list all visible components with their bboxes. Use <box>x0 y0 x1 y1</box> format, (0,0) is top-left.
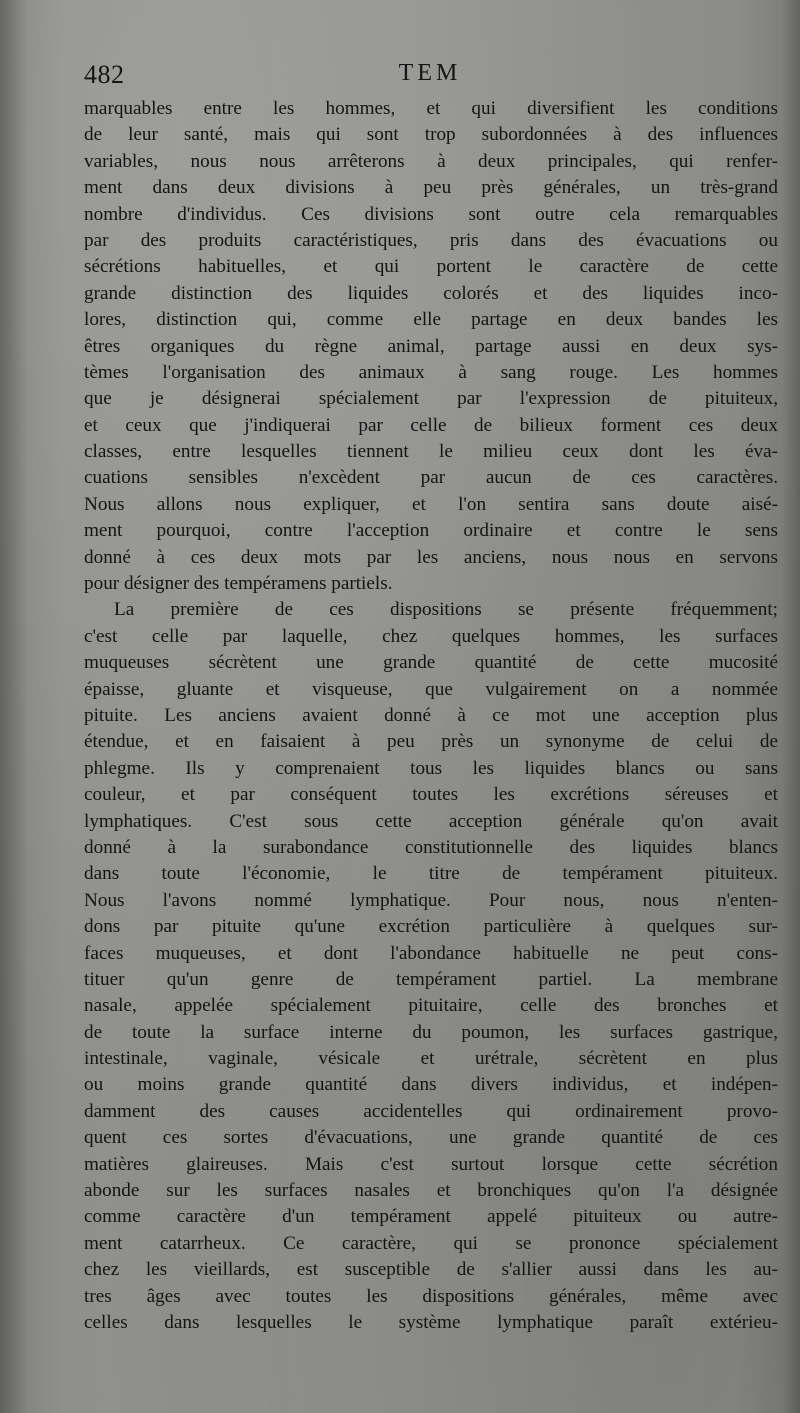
text-line: tituer qu'un genre de tempérament partiel. La membrane <box>84 968 778 990</box>
text-line: et ceux que j'indiquerai par celle de bilieux forment ces deux <box>84 414 778 436</box>
page-number: 482 <box>84 60 125 89</box>
text-line: que je désignerai spécialement par l'expression de pituiteux, <box>84 388 778 410</box>
paragraph-end-line: pour désigner des tempéramens partiels. <box>84 573 393 595</box>
text-line: c'est celle par laquelle, chez quelques hommes, les surfaces <box>84 625 778 647</box>
body-text <box>84 96 778 1336</box>
text-line: comme caractère d'un tempérament appelé pituiteux ou autre- <box>84 1206 778 1228</box>
text-line: grande distinction des liquides colorés et des liquides inco- <box>84 282 778 304</box>
text-line: chez les vieillards, est susceptible de s'allier aussi dans les au- <box>84 1259 778 1281</box>
text-line: quent ces sortes d'évacuations, une grande quantité de ces <box>84 1127 778 1149</box>
page-header <box>84 60 776 94</box>
text-line: ment pourquoi, contre l'acception ordinaire et contre le sens <box>84 520 778 542</box>
text-line: de leur santé, mais qui sont trop subordonnées à des influences <box>84 124 778 146</box>
text-line: êtres organiques du règne animal, partage aussi en deux sys- <box>84 335 778 357</box>
text-line: tèmes l'organisation des animaux à sang rouge. Les hommes <box>84 361 778 383</box>
text-line: Nous allons nous expliquer, et l'on sentira sans doute aisé- <box>84 493 778 515</box>
text-line: faces muqueuses, et dont l'abondance habituelle ne peut cons- <box>84 942 778 964</box>
text-line: classes, entre lesquelles tiennent le milieu ceux dont les éva- <box>84 441 778 463</box>
text-line: nasale, appelée spécialement pituitaire, celle des bronches et <box>84 995 778 1017</box>
text-line: donné à ces deux mots par les anciens, nous nous en servons <box>84 546 778 568</box>
text-line: pituite. Les anciens avaient donné à ce mot une acception plus <box>84 704 778 726</box>
text-line: celles dans lesquelles le système lymphatique paraît extérieu- <box>84 1311 778 1333</box>
page-edge-shadow-left <box>0 0 28 1413</box>
text-line: muqueuses sécrètent une grande quantité de cette mucosité <box>84 652 778 674</box>
text-line: ou moins grande quantité dans divers individus, et indépen- <box>84 1074 778 1096</box>
text-line: intestinale, vaginale, vésicale et urétrale, sécrètent en plus <box>84 1048 778 1070</box>
text-line: ment dans deux divisions à peu près générales, un très-grand <box>84 177 778 199</box>
page-edge-shadow-right <box>782 0 800 1413</box>
text-line: tres âges avec toutes les dispositions générales, même avec <box>84 1285 778 1307</box>
text-line: lymphatiques. C'est sous cette acception générale qu'on avait <box>84 810 778 832</box>
text-line: abonde sur les surfaces nasales et bronchiques qu'on l'a désignée <box>84 1180 778 1202</box>
text-line: dans toute l'économie, le titre de tempérament pituiteux. <box>84 863 778 885</box>
text-line: matières glaireuses. Mais c'est surtout lorsque cette sécrétion <box>84 1153 778 1175</box>
text-line: cuations sensibles n'excèdent par aucun de ces caractères. <box>84 467 778 489</box>
text-line: Nous l'avons nommé lymphatique. Pour nous, nous n'enten- <box>84 889 778 911</box>
text-line: donné à la surabondance constitutionnelle des liquides blancs <box>84 836 778 858</box>
text-line: sécrétions habituelles, et qui portent le caractère de cette <box>84 256 778 278</box>
text-line: lores, distinction qui, comme elle partage en deux bandes les <box>84 309 778 331</box>
text-line: nombre d'individus. Ces divisions sont outre cela remarquables <box>84 203 778 225</box>
text-line: couleur, et par conséquent toutes les excrétions séreuses et <box>84 784 778 806</box>
text-line: dons par pituite qu'une excrétion particulière à quelques sur- <box>84 916 778 938</box>
text-line: damment des causes accidentelles qui ordinairement provo- <box>84 1100 778 1122</box>
text-line: étendue, et en faisaient à peu près un synonyme de celui de <box>84 731 778 753</box>
text-line: variables, nous nous arrêterons à deux principales, qui renfer- <box>84 150 778 172</box>
text-line: ment catarrheux. Ce caractère, qui se prononce spécialement <box>84 1232 778 1254</box>
text-line: épaisse, gluante et visqueuse, que vulgairement on a nommée <box>84 678 778 700</box>
text-line: phlegme. Ils y comprenaient tous les liquides blancs ou sans <box>84 757 778 779</box>
text-line: marquables entre les hommes, et qui diversifient les conditions <box>84 98 778 119</box>
text-line: de toute la surface interne du poumon, les surfaces gastrique, <box>84 1021 778 1043</box>
running-head: TEM <box>398 60 462 86</box>
paragraph-start-line: La première de ces dispositions se présente fréquemment; <box>114 599 778 621</box>
text-line: par des produits caractéristiques, pris dans des évacuations ou <box>84 229 778 251</box>
